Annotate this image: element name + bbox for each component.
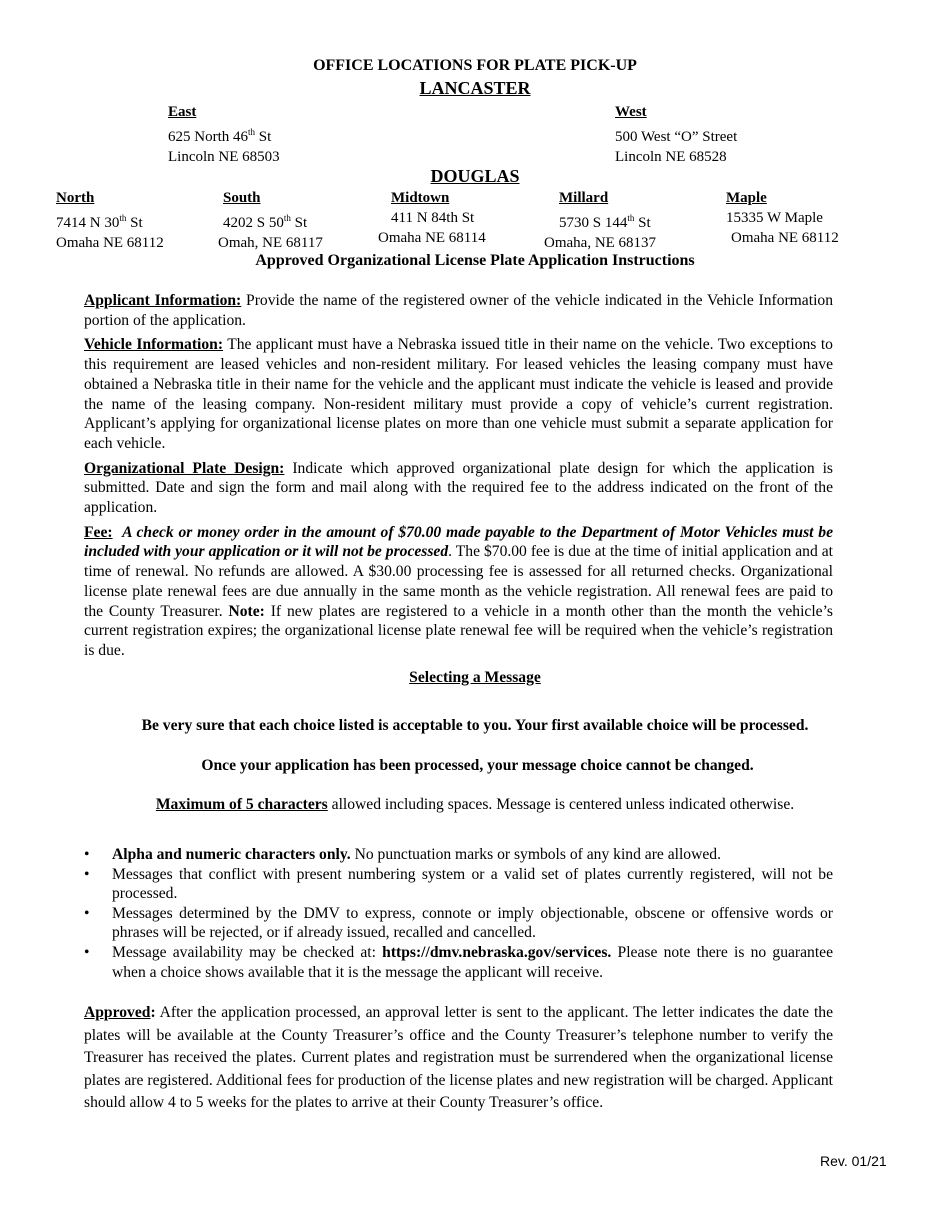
office-city: Omah, NE 68117 xyxy=(218,235,323,251)
page-title: OFFICE LOCATIONS FOR PLATE PICK-UP xyxy=(313,57,637,74)
office-city: Lincoln NE 68528 xyxy=(615,149,727,165)
message-rules xyxy=(84,845,833,982)
office-douglas-maple xyxy=(726,188,839,248)
applicant-information: Applicant Information: Provide the name of the registered owner of the vehicle indicated in the Vehicle Information portion of the application. xyxy=(84,292,833,329)
message-warning-2: Once your application has been processed, your message choice cannot be changed. xyxy=(201,757,754,774)
instructions-title: Approved Organizational License Plate Application Instructions xyxy=(255,252,695,269)
office-city: Omaha, NE 68137 xyxy=(544,235,657,251)
list-item: • Messages determined by the DMV to express, connote or imply objectionable, obscene or offensive words or phrases will be rejected, or if already issued, recalled and cancelled. xyxy=(84,904,833,942)
plate-design: Organizational Plate Design: Indicate which approved organizational plate design for which the application is submitted. Date and sign the form and mail along with the required fee to the address indicated on the front of the application. xyxy=(84,459,833,517)
office-street: 411 N 84th St xyxy=(391,210,475,226)
bullet-icon: • xyxy=(84,865,90,883)
bullet-icon: • xyxy=(84,943,90,961)
revision-label: Rev. 01/21 xyxy=(820,1153,887,1169)
office-douglas-south xyxy=(218,188,323,253)
office-street: 4202 S 50th St xyxy=(223,213,308,231)
instructions-body xyxy=(84,291,833,666)
office-name: Maple xyxy=(726,190,767,206)
office-lancaster-east xyxy=(168,102,280,167)
office-city: Omaha NE 68112 xyxy=(731,230,839,246)
vehicle-information: Vehicle Information: The applicant must have a Nebraska issued title in their name on the vehicle. Two exceptions to this requirement are leased vehicles and non-resident military. For leased vehicles the leasing company must have obtained a Nebraska title in their name for the vehicle and the applicant must indicate the vehicle is leased and provide the name of the leasing company. Non-resident military must provide a copy of vehicle’s current registration. Applicant’s applying for organizational license plates on more than one vehicle must submit a separate application for each vehicle. xyxy=(84,336,833,452)
office-name: South xyxy=(223,190,261,206)
office-name: East xyxy=(168,104,197,120)
list-item: • Message availability may be checked at: https://dmv.nebraska.gov/services. Please note there is no guarantee when a choice shows available that it is the message the applicant will receive. xyxy=(84,943,833,981)
fee: Fee: A check or money order in the amount of $70.00 made payable to the Department of Motor Vehicles must be included with your application or it will not be processed. The $70.00 fee is due at the time of initial application and at time of renewal. No refunds are allowed. A $30.00 processing fee is assessed for all returned checks. Organizational license plate renewal fees are due annually in the same month as the vehicle registration. All renewal fees are paid to the County Treasurer. Note: If new plates are registered to a vehicle in a month other than the month the vehicle’s current registration expires; the organizational license plate renewal fee will be required when the vehicle’s registration is due. xyxy=(84,523,834,659)
lancaster-heading: LANCASTER xyxy=(419,78,531,98)
selecting-message-heading: Selecting a Message xyxy=(409,669,541,686)
office-city: Omaha NE 68114 xyxy=(378,230,486,246)
dmv-services-link[interactable]: https://dmv.nebraska.gov/services. xyxy=(382,943,612,961)
office-name: Midtown xyxy=(391,190,450,206)
list-item: • Alpha and numeric characters only. No punctuation marks or symbols of any kind are allowed. xyxy=(84,846,721,863)
office-douglas-north xyxy=(56,188,164,253)
message-warning-1: Be very sure that each choice listed is acceptable to you. Your first available choice will be processed. xyxy=(141,717,809,734)
bullet-icon: • xyxy=(84,846,90,863)
office-name: North xyxy=(56,190,95,206)
office-douglas-midtown xyxy=(378,188,486,248)
office-douglas-millard xyxy=(544,188,656,253)
office-name: Millard xyxy=(559,190,609,206)
office-city: Omaha NE 68112 xyxy=(56,235,164,251)
douglas-heading: DOUGLAS xyxy=(430,166,520,186)
office-street: 7414 N 30th St xyxy=(56,213,143,231)
office-street: 625 North 46th St xyxy=(168,127,272,145)
list-item: • Messages that conflict with present numbering system or a valid set of plates currently registered, will not be processed. xyxy=(84,865,833,903)
max-characters: Maximum of 5 characters allowed including spaces. Message is centered unless indicated otherwise. xyxy=(155,796,795,813)
office-street: 5730 S 144th St xyxy=(559,213,651,231)
office-lancaster-west xyxy=(615,102,737,167)
approved-section: Approved: After the application processed, an approval letter is sent to the applicant. The letter indicates the date the plates will be available at the County Treasurer’s office and the County Treasurer’s telephone number to verify the Treasurer has received the plates. Current plates and registration must be surrendered when the organizational license plates are registered. Additional fees for production of the license plates and new registration will be charged. Applicant should allow 4 to 5 weeks for the plates to arrive at their County Treasurer’s office. xyxy=(84,1004,833,1112)
bullet-icon: • xyxy=(84,904,90,922)
office-street: 500 West “O” Street xyxy=(615,129,738,145)
office-city: Lincoln NE 68503 xyxy=(168,149,280,165)
office-name: West xyxy=(615,104,647,120)
office-street: 15335 W Maple xyxy=(726,210,823,226)
